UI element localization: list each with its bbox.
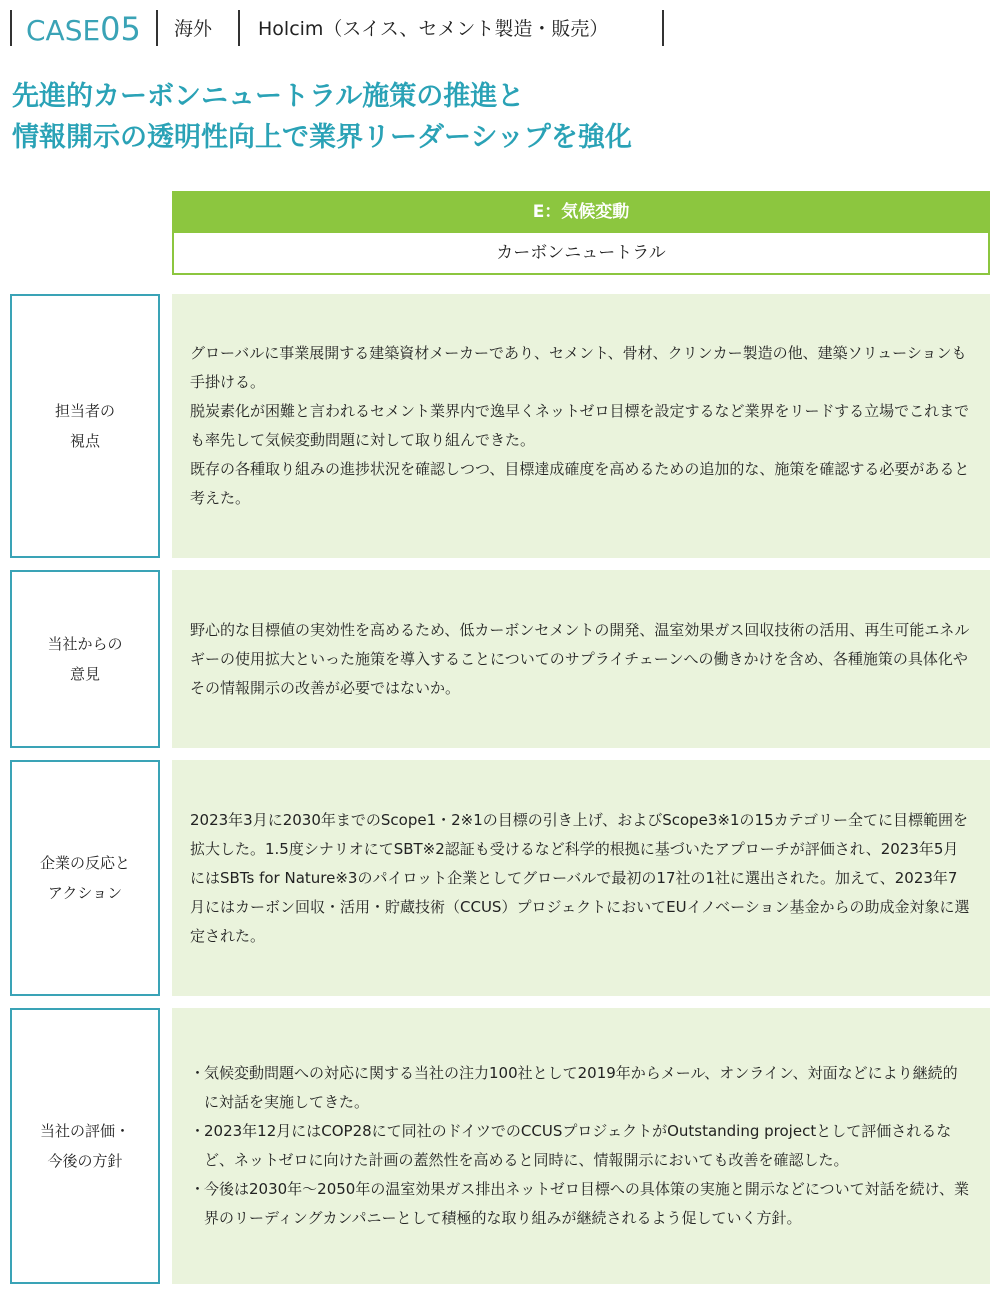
case-header	[0, 0, 1000, 48]
row-label-line: アクション	[47, 884, 123, 902]
header-divider	[10, 10, 12, 46]
row-label-opinion	[10, 570, 160, 748]
paragraph: 既存の各種取り組みの進捗状況を確認しつつ、目標達成確度を高めるための追加的な、施策を確認する必要があると考えた。	[190, 460, 970, 507]
row-body-perspective	[172, 294, 990, 558]
row-label-line: 今後の方針	[47, 1152, 123, 1170]
bullet-list	[190, 1059, 972, 1233]
row-label-evaluation	[10, 1008, 160, 1284]
category-subheader: カーボンニュートラル	[172, 233, 990, 275]
row-text	[190, 339, 972, 513]
category-header: E：気候変動	[172, 191, 990, 233]
row-label-line: 企業の反応と	[39, 854, 130, 872]
company-label: Holcim（スイス、セメント製造・販売）	[258, 18, 609, 40]
row-text	[190, 806, 972, 951]
header-divider	[662, 10, 664, 46]
paragraph: グローバルに事業展開する建築資材メーカーであり、セメント、骨材、クリンカー製造の他、建築ソリューションも手掛ける。	[190, 344, 967, 391]
bullet-item: ・ 気候変動問題への対応に関する当社の注力100社として2019年からメール、オンライン、対面などにより継続的に対話を実施してきた。	[190, 1059, 972, 1117]
row-label-line: 視点	[69, 432, 100, 450]
row-label-perspective	[10, 294, 160, 558]
row-body-evaluation	[172, 1008, 990, 1284]
case-number: 05	[100, 10, 141, 48]
row-label-line: 当社からの	[47, 635, 123, 653]
row-label-line: 当社の評価・	[39, 1122, 130, 1140]
title-line-1: 先進的カーボンニュートラル施策の推進と	[12, 81, 525, 112]
paragraph: 2023年3月に2030年までのScope1・2※1の目標の引き上げ、およびScope3※1の15カテゴリー全てに目標範囲を拡大した。1.5度シナリオにてSBT※2認証も受けるなど科学的根拠に基づいたアプローチが評価され、2023年5月にはSBTs for Nature※3のパイロット企業としてグローバルで最初の17社の1社に選出された。加えて、2023年7月にはカーボン回収・活用・貯蔵技術（CCUS）プロジェクトにおいてEUイノベーション基金からの助成金対象に選定された。	[190, 810, 970, 945]
row-label-line: 担当者の	[54, 402, 115, 420]
row-text	[190, 616, 972, 703]
row-label-line: 意見	[69, 665, 100, 683]
title-line-2: 情報開示の透明性向上で業界リーダーシップを強化	[12, 122, 632, 153]
page-title	[12, 76, 992, 158]
bullet-item: ・ 今後は2030年～2050年の温室効果ガス排出ネットゼロ目標への具体策の実施と開示などについて対話を続け、業界のリーディングカンパニーとして積極的な取り組みが継続されるよう促していく方針。	[190, 1175, 972, 1233]
case-prefix: CASE	[26, 14, 101, 47]
paragraph: 脱炭素化が困難と言われるセメント業界内で逸早くネットゼロ目標を設定するなど業界をリードする立場でこれまでも率先して気候変動問題に対して取り組んできた。	[190, 402, 970, 449]
row-label-action	[10, 760, 160, 996]
paragraph: 野心的な目標値の実効性を高めるため、低カーボンセメントの開発、温室効果ガス回収技術の活用、再生可能エネルギーの使用拡大といった施策を導入することについてのサプライチェーンへの働きかけを含め、各種施策の具体化やその情報開示の改善が必要ではないか。	[190, 620, 970, 697]
bullet-item: ・ 2023年12月にはCOP28にて同社のドイツでのCCUSプロジェクトがOutstanding projectとして評価されるなど、ネットゼロに向けた計画の蓋然性を高めると同時に、情報開示においても改善を確認した。	[190, 1117, 972, 1175]
header-divider	[156, 10, 158, 46]
header-divider	[238, 10, 240, 46]
row-body-opinion	[172, 570, 990, 748]
case-label	[26, 9, 141, 51]
region-label: 海外	[174, 18, 213, 40]
row-body-action	[172, 760, 990, 996]
